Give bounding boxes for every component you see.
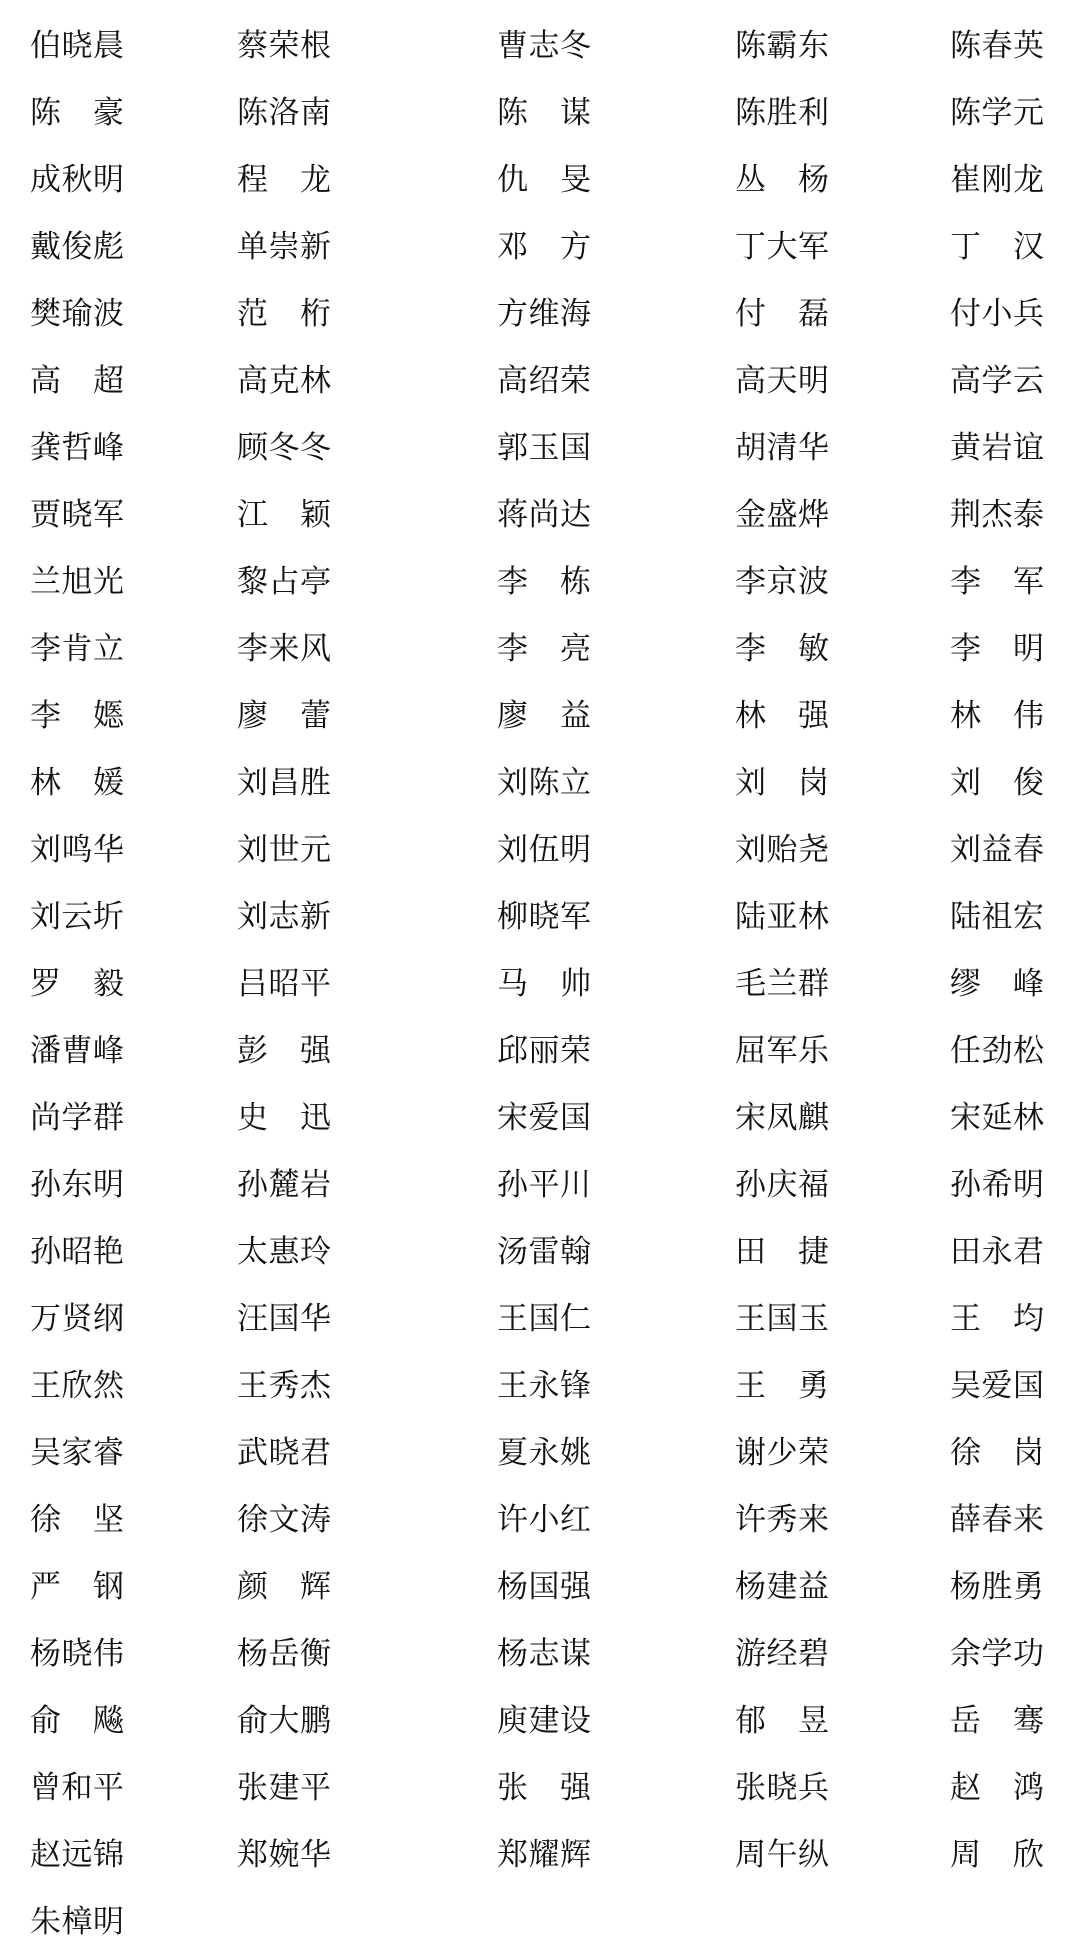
names-row [30,79,1070,146]
person-name: 龚哲峰 [30,430,125,465]
names-row [30,548,1070,615]
person-name: 顾冬冬 [237,430,332,465]
person-name: 刘昌胜 [237,765,332,800]
person-name: 邱丽荣 [497,1033,592,1068]
names-row [30,481,1070,548]
person-name: 陈霸东 [735,28,830,63]
person-name: 王永锋 [497,1368,592,1403]
person-name: 杨志谋 [497,1636,592,1671]
person-name: 刘 俊 [950,765,1045,800]
person-name: 陈 豪 [30,95,125,130]
names-row [30,280,1070,347]
person-name: 杨晓伟 [30,1636,125,1671]
person-name: 王国玉 [735,1301,830,1336]
person-name: 王 勇 [735,1368,830,1403]
person-name: 吴家睿 [30,1435,125,1470]
person-name: 郑婉华 [237,1837,332,1872]
names-row [30,1285,1070,1352]
person-name: 徐文涛 [237,1502,332,1537]
names-row [30,146,1070,213]
person-name: 周 欣 [950,1837,1045,1872]
person-name: 俞大鹏 [237,1703,332,1738]
person-name: 范 桁 [237,296,332,331]
person-name: 曹志冬 [497,28,592,63]
person-name: 林 媛 [30,765,125,800]
person-name: 杨胜勇 [950,1569,1045,1604]
person-name: 陆亚林 [735,899,830,934]
person-name: 刘伍明 [497,832,592,867]
person-name: 曾和平 [30,1770,125,1805]
person-name: 金盛烨 [735,497,830,532]
person-name: 许小红 [497,1502,592,1537]
person-name: 刘益春 [950,832,1045,867]
person-name: 赵 鸿 [950,1770,1045,1805]
person-name: 俞 飚 [30,1703,125,1738]
person-name: 李 亮 [497,631,592,666]
names-row [30,1754,1070,1821]
person-name: 廖 益 [497,698,592,733]
person-name: 陈 谋 [497,95,592,130]
person-name: 屈军乐 [735,1033,830,1068]
person-name: 薛春来 [950,1502,1045,1537]
person-name: 宋延林 [950,1100,1045,1135]
person-name: 谢少荣 [735,1435,830,1470]
person-name: 杨岳衡 [237,1636,332,1671]
person-name: 蔡荣根 [237,28,332,63]
person-name: 李 敏 [735,631,830,666]
person-name: 荆杰泰 [950,497,1045,532]
person-name: 林 伟 [950,698,1045,733]
person-name: 丁 汉 [950,229,1045,264]
person-name: 汤雷翰 [497,1234,592,1269]
names-row [30,1017,1070,1084]
person-name: 庾建设 [497,1703,592,1738]
person-name: 柳晓军 [497,899,592,934]
person-name: 孙昭艳 [30,1234,125,1269]
names-row [30,1486,1070,1553]
person-name: 郭玉国 [497,430,592,465]
person-name: 邓 方 [497,229,592,264]
names-row [30,816,1070,883]
person-name: 周午纵 [735,1837,830,1872]
person-name: 仇 旻 [497,162,592,197]
person-name: 单崇新 [237,229,332,264]
person-name: 王 均 [950,1301,1045,1336]
names-row [30,1687,1070,1754]
person-name: 任劲松 [950,1033,1045,1068]
person-name: 宋爱国 [497,1100,592,1135]
person-name: 太惠玲 [237,1234,332,1269]
person-name: 武晓君 [237,1435,332,1470]
person-name: 宋凤麒 [735,1100,830,1135]
names-row [30,1352,1070,1419]
person-name: 伯晓晨 [30,28,125,63]
person-name: 李 明 [950,631,1045,666]
names-row [30,414,1070,481]
person-name: 付小兵 [950,296,1045,331]
person-name: 杨建益 [735,1569,830,1604]
person-name: 刘云圻 [30,899,125,934]
person-name: 陈洛南 [237,95,332,130]
person-name: 高学云 [950,363,1045,398]
person-name: 林 强 [735,698,830,733]
person-name: 徐 坚 [30,1502,125,1537]
person-name: 杨国强 [497,1569,592,1604]
person-name: 彭 强 [237,1033,332,1068]
person-name: 田 捷 [735,1234,830,1269]
person-name: 刘志新 [237,899,332,934]
names-row [30,347,1070,414]
names-row [30,12,1070,79]
person-name: 戴俊彪 [30,229,125,264]
person-name: 李来风 [237,631,332,666]
person-name: 刘 岗 [735,765,830,800]
person-name: 刘鸣华 [30,832,125,867]
person-name: 蒋尚达 [497,497,592,532]
person-name: 万贤纲 [30,1301,125,1336]
person-name: 汪国华 [237,1301,332,1336]
person-name: 田永君 [950,1234,1045,1269]
person-name: 孙麓岩 [237,1167,332,1202]
person-name: 胡清华 [735,430,830,465]
names-row [30,883,1070,950]
person-name: 余学功 [950,1636,1045,1671]
names-row [30,749,1070,816]
person-name: 王国仁 [497,1301,592,1336]
person-name: 王秀杰 [237,1368,332,1403]
person-name: 岳 骞 [950,1703,1045,1738]
person-name: 徐 岗 [950,1435,1045,1470]
person-name: 赵远锦 [30,1837,125,1872]
names-row [30,615,1070,682]
person-name: 许秀来 [735,1502,830,1537]
person-name: 李 栋 [497,564,592,599]
person-name: 孙庆福 [735,1167,830,1202]
person-name: 高克林 [237,363,332,398]
person-name: 黎占亭 [237,564,332,599]
person-name: 尚学群 [30,1100,125,1135]
person-name: 李 军 [950,564,1045,599]
person-name: 张晓兵 [735,1770,830,1805]
person-name: 史 迅 [237,1100,332,1135]
person-name: 陈胜利 [735,95,830,130]
person-name: 毛兰群 [735,966,830,1001]
person-name: 刘陈立 [497,765,592,800]
names-row [30,1218,1070,1285]
person-name: 高绍荣 [497,363,592,398]
names-row [30,1553,1070,1620]
names-row [30,950,1070,1017]
person-name: 刘贻尧 [735,832,830,867]
person-name: 李 嫕 [30,698,125,733]
person-name: 陆祖宏 [950,899,1045,934]
person-name: 罗 毅 [30,966,125,1001]
person-name: 陈学元 [950,95,1045,130]
names-row [30,1151,1070,1218]
person-name: 潘曹峰 [30,1033,125,1068]
person-name: 樊瑜波 [30,296,125,331]
person-name: 江 颖 [237,497,332,532]
person-name: 程 龙 [237,162,332,197]
person-name: 吕昭平 [237,966,332,1001]
person-name: 高天明 [735,363,830,398]
names-row [30,682,1070,749]
person-name: 刘世元 [237,832,332,867]
person-name: 李京波 [735,564,830,599]
person-name: 孙东明 [30,1167,125,1202]
names-row [30,1084,1070,1151]
person-name: 崔刚龙 [950,162,1045,197]
person-name: 陈春英 [950,28,1045,63]
names-row [30,1620,1070,1687]
names-row [30,1821,1070,1888]
person-name: 丛 杨 [735,162,830,197]
person-name: 成秋明 [30,162,125,197]
person-name: 付 磊 [735,296,830,331]
person-name: 高 超 [30,363,125,398]
person-name: 颜 辉 [237,1569,332,1604]
person-name: 张 强 [497,1770,592,1805]
person-name: 黄岩谊 [950,430,1045,465]
names-row [30,213,1070,280]
person-name: 李肯立 [30,631,125,666]
person-name: 方维海 [497,296,592,331]
person-name: 兰旭光 [30,564,125,599]
names-row [30,1419,1070,1486]
person-name: 廖 蕾 [237,698,332,733]
person-name: 吴爱国 [950,1368,1045,1403]
person-name: 孙希明 [950,1167,1045,1202]
person-name: 张建平 [237,1770,332,1805]
person-name: 严 钢 [30,1569,125,1604]
person-name: 游经碧 [735,1636,830,1671]
person-name: 郑耀辉 [497,1837,592,1872]
person-name: 朱樟明 [30,1904,125,1939]
names-row [30,1888,1070,1955]
person-name: 马 帅 [497,966,592,1001]
person-name: 丁大军 [735,229,830,264]
person-name: 夏永姚 [497,1435,592,1470]
person-name: 贾晓军 [30,497,125,532]
person-name: 缪 峰 [950,966,1045,1001]
person-name: 郁 昱 [735,1703,830,1738]
person-name: 王欣然 [30,1368,125,1403]
person-name: 孙平川 [497,1167,592,1202]
